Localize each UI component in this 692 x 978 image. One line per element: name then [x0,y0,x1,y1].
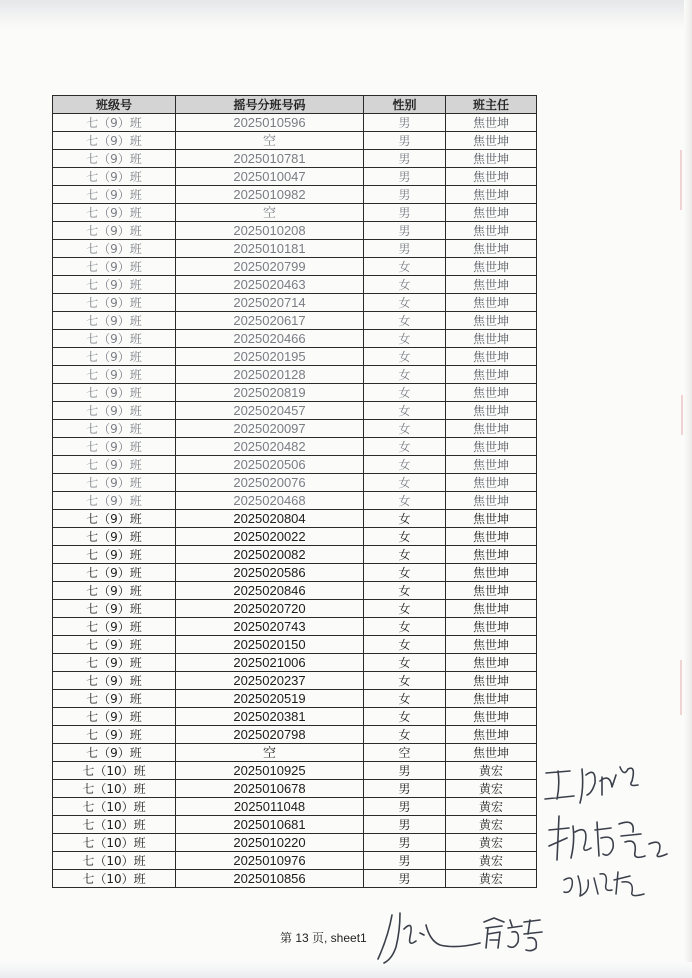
cell-class: 七（10）班 [53,870,176,888]
cell-class: 七（9）班 [53,204,176,222]
cell-class: 七（9）班 [53,528,176,546]
cell-teacher: 黄宏 [446,870,537,888]
cell-class: 七（9）班 [53,510,176,528]
cell-class: 七（9）班 [53,618,176,636]
table-row [53,420,537,438]
cell-gender: 男 [364,762,446,780]
cell-class: 七（9）班 [53,258,176,276]
cell-teacher: 焦世坤 [446,528,537,546]
cell-teacher: 黄宏 [446,762,537,780]
cell-lottery-number: 2025010781 [176,150,364,168]
cell-class: 七（9）班 [53,384,176,402]
cell-class: 七（9）班 [53,672,176,690]
cell-class: 七（9）班 [53,582,176,600]
cell-lottery-number: 2025010982 [176,186,364,204]
cell-teacher: 焦世坤 [446,510,537,528]
cell-teacher: 焦世坤 [446,492,537,510]
table-row [53,744,537,762]
cell-class: 七（10）班 [53,834,176,852]
table-row [53,258,537,276]
table-row [53,348,537,366]
cell-teacher: 焦世坤 [446,690,537,708]
cell-lottery-number: 2025020506 [176,456,364,474]
cell-lottery-number: 2025010925 [176,762,364,780]
cell-lottery-number: 空 [176,744,364,762]
cell-class: 七（9）班 [53,312,176,330]
cell-lottery-number: 2025010596 [176,114,364,132]
table-row [53,654,537,672]
table-row [53,528,537,546]
cell-teacher: 焦世坤 [446,546,537,564]
table-row [53,114,537,132]
cell-class: 七（9）班 [53,366,176,384]
cell-lottery-number: 2025020714 [176,294,364,312]
cell-lottery-number: 2025020617 [176,312,364,330]
table-row [53,330,537,348]
cell-gender: 女 [364,294,446,312]
table-row [53,402,537,420]
cell-class: 七（10）班 [53,852,176,870]
cell-gender: 女 [364,582,446,600]
table-row [53,510,537,528]
cell-class: 七（9）班 [53,222,176,240]
cell-class: 七（9）班 [53,276,176,294]
cell-lottery-number: 2025020381 [176,708,364,726]
table-row [53,132,537,150]
cell-lottery-number: 2025010681 [176,816,364,834]
cell-class: 七（9）班 [53,492,176,510]
signature-3 [560,866,650,902]
cell-gender: 女 [364,366,446,384]
header-gender: 性别 [364,96,446,114]
table-row [53,834,537,852]
cell-lottery-number: 2025020076 [176,474,364,492]
table-row [53,492,537,510]
cell-gender: 女 [364,636,446,654]
cell-lottery-number: 2025020586 [176,564,364,582]
cell-lottery-number: 2025020457 [176,402,364,420]
table-row [53,366,537,384]
cell-class: 七（9）班 [53,132,176,150]
signature-stroke [370,907,485,967]
cell-teacher: 焦世坤 [446,600,537,618]
cell-gender: 男 [364,222,446,240]
cell-class: 七（9）班 [53,168,176,186]
cell-teacher: 焦世坤 [446,384,537,402]
cell-teacher: 焦世坤 [446,582,537,600]
cell-teacher: 焦世坤 [446,708,537,726]
cell-teacher: 焦世坤 [446,132,537,150]
cell-gender: 女 [364,384,446,402]
table-row [53,564,537,582]
cell-gender: 女 [364,510,446,528]
cell-lottery-number: 2025020804 [176,510,364,528]
cell-class: 七（10）班 [53,816,176,834]
table-row [53,204,537,222]
cell-teacher: 焦世坤 [446,474,537,492]
table-row [53,168,537,186]
table-row [53,582,537,600]
cell-gender: 女 [364,492,446,510]
cell-gender: 男 [364,132,446,150]
table-row [53,618,537,636]
table-row [53,708,537,726]
cell-gender: 女 [364,312,446,330]
cell-class: 七（9）班 [53,150,176,168]
table-row [53,870,537,888]
table-row [53,726,537,744]
cell-teacher: 焦世坤 [446,258,537,276]
cell-gender: 女 [364,474,446,492]
cell-lottery-number: 2025020799 [176,258,364,276]
cell-lottery-number: 2025010678 [176,780,364,798]
cell-class: 七（9）班 [53,546,176,564]
cell-gender: 男 [364,150,446,168]
cell-teacher: 黄宏 [446,834,537,852]
cell-gender: 男 [364,186,446,204]
cell-class: 七（9）班 [53,186,176,204]
signature-stroke [540,755,665,810]
cell-class: 七（10）班 [53,780,176,798]
table-row [53,276,537,294]
cell-gender: 女 [364,672,446,690]
table-row [53,852,537,870]
cell-gender: 女 [364,258,446,276]
cell-lottery-number: 2025020798 [176,726,364,744]
cell-gender: 女 [364,546,446,564]
cell-lottery-number: 2025020195 [176,348,364,366]
header-lottery-number: 摇号分班号码 [176,96,364,114]
table-header-row [53,96,537,114]
cell-teacher: 焦世坤 [446,726,537,744]
cell-teacher: 焦世坤 [446,456,537,474]
cell-teacher: 焦世坤 [446,222,537,240]
scan-right-edge [684,0,692,978]
table-row [53,312,537,330]
cell-teacher: 焦世坤 [446,348,537,366]
cell-gender: 女 [364,600,446,618]
cell-class: 七（9）班 [53,438,176,456]
cell-gender: 男 [364,780,446,798]
cell-class: 七（9）班 [53,294,176,312]
signature-stroke [545,808,675,866]
page-footer: 第 13 页, sheet1 [280,931,367,945]
cell-teacher: 焦世坤 [446,438,537,456]
cell-lottery-number: 空 [176,132,364,150]
cell-gender: 女 [364,690,446,708]
cell-class: 七（10）班 [53,762,176,780]
signature-stroke [478,912,548,954]
table-row [53,384,537,402]
cell-gender: 女 [364,564,446,582]
cell-class: 七（9）班 [53,114,176,132]
table-row [53,600,537,618]
cell-gender: 女 [364,618,446,636]
scan-top-shadow [0,0,692,30]
cell-teacher: 焦世坤 [446,636,537,654]
cell-lottery-number: 2025010047 [176,168,364,186]
cell-teacher: 焦世坤 [446,672,537,690]
cell-gender: 女 [364,456,446,474]
scan-bottom-shadow [0,962,692,978]
table-row [53,456,537,474]
cell-gender: 男 [364,816,446,834]
margin-stain [681,395,683,435]
cell-lottery-number: 2025010856 [176,870,364,888]
margin-stain [680,660,682,715]
cell-lottery-number: 2025010220 [176,834,364,852]
cell-gender: 男 [364,204,446,222]
cell-teacher: 焦世坤 [446,114,537,132]
signature-stroke [560,866,650,902]
cell-gender: 女 [364,276,446,294]
cell-class: 七（9）班 [53,348,176,366]
cell-teacher: 黄宏 [446,852,537,870]
cell-gender: 男 [364,114,446,132]
cell-teacher: 焦世坤 [446,654,537,672]
cell-class: 七（9）班 [53,456,176,474]
cell-lottery-number: 2025020128 [176,366,364,384]
signature-4 [370,907,485,967]
cell-class: 七（9）班 [53,402,176,420]
table-row [53,294,537,312]
cell-teacher: 焦世坤 [446,168,537,186]
table-row [53,780,537,798]
cell-lottery-number: 2025020097 [176,420,364,438]
cell-lottery-number: 2025020482 [176,438,364,456]
cell-lottery-number: 空 [176,204,364,222]
table-row [53,150,537,168]
cell-gender: 男 [364,240,446,258]
header-class: 班级号 [53,96,176,114]
cell-class: 七（9）班 [53,726,176,744]
table-row [53,474,537,492]
cell-teacher: 焦世坤 [446,276,537,294]
table-row [53,672,537,690]
cell-gender: 男 [364,852,446,870]
cell-teacher: 焦世坤 [446,240,537,258]
cell-teacher: 焦世坤 [446,420,537,438]
cell-class: 七（9）班 [53,690,176,708]
cell-lottery-number: 2025010208 [176,222,364,240]
table-row [53,690,537,708]
cell-lottery-number: 2025020819 [176,384,364,402]
cell-lottery-number: 2025020082 [176,546,364,564]
cell-teacher: 焦世坤 [446,294,537,312]
class-roster-table [52,95,537,888]
cell-gender: 男 [364,798,446,816]
cell-teacher: 黄宏 [446,798,537,816]
cell-teacher: 黄宏 [446,780,537,798]
cell-class: 七（9）班 [53,654,176,672]
cell-teacher: 焦世坤 [446,186,537,204]
table-row [53,438,537,456]
cell-lottery-number: 2025020237 [176,672,364,690]
cell-teacher: 焦世坤 [446,312,537,330]
cell-lottery-number: 2025020463 [176,276,364,294]
cell-lottery-number: 2025020022 [176,528,364,546]
cell-gender: 空 [364,744,446,762]
cell-lottery-number: 2025011048 [176,798,364,816]
cell-gender: 女 [364,348,446,366]
margin-stain [680,150,682,210]
table-row [53,240,537,258]
signature-5 [478,912,548,954]
cell-teacher: 焦世坤 [446,564,537,582]
cell-teacher: 焦世坤 [446,618,537,636]
cell-class: 七（9）班 [53,636,176,654]
cell-class: 七（9）班 [53,420,176,438]
cell-gender: 男 [364,870,446,888]
cell-teacher: 焦世坤 [446,330,537,348]
cell-class: 七（9）班 [53,744,176,762]
cell-class: 七（10）班 [53,798,176,816]
cell-lottery-number: 2025010181 [176,240,364,258]
cell-class: 七（9）班 [53,564,176,582]
table-row [53,636,537,654]
cell-teacher: 焦世坤 [446,366,537,384]
cell-teacher: 焦世坤 [446,150,537,168]
cell-lottery-number: 2025020720 [176,600,364,618]
cell-gender: 女 [364,528,446,546]
table-body [53,114,537,888]
table-row [53,816,537,834]
cell-gender: 女 [364,708,446,726]
cell-lottery-number: 2025021006 [176,654,364,672]
cell-gender: 女 [364,420,446,438]
cell-class: 七（9）班 [53,240,176,258]
table-row [53,222,537,240]
cell-lottery-number: 2025020466 [176,330,364,348]
signature-2 [545,808,675,866]
cell-lottery-number: 2025010976 [176,852,364,870]
table-row [53,186,537,204]
table-row [53,546,537,564]
cell-teacher: 焦世坤 [446,402,537,420]
cell-lottery-number: 2025020468 [176,492,364,510]
cell-lottery-number: 2025020846 [176,582,364,600]
cell-gender: 男 [364,168,446,186]
cell-class: 七（9）班 [53,600,176,618]
cell-lottery-number: 2025020519 [176,690,364,708]
cell-gender: 男 [364,834,446,852]
cell-gender: 女 [364,330,446,348]
cell-lottery-number: 2025020743 [176,618,364,636]
table-row [53,762,537,780]
cell-teacher: 焦世坤 [446,744,537,762]
cell-gender: 女 [364,654,446,672]
cell-class: 七（9）班 [53,474,176,492]
table-row [53,798,537,816]
cell-lottery-number: 2025020150 [176,636,364,654]
cell-gender: 女 [364,438,446,456]
cell-class: 七（9）班 [53,708,176,726]
cell-gender: 女 [364,726,446,744]
cell-class: 七（9）班 [53,330,176,348]
cell-teacher: 黄宏 [446,816,537,834]
cell-teacher: 焦世坤 [446,204,537,222]
cell-gender: 女 [364,402,446,420]
signature-1 [540,755,665,810]
header-teacher: 班主任 [446,96,537,114]
